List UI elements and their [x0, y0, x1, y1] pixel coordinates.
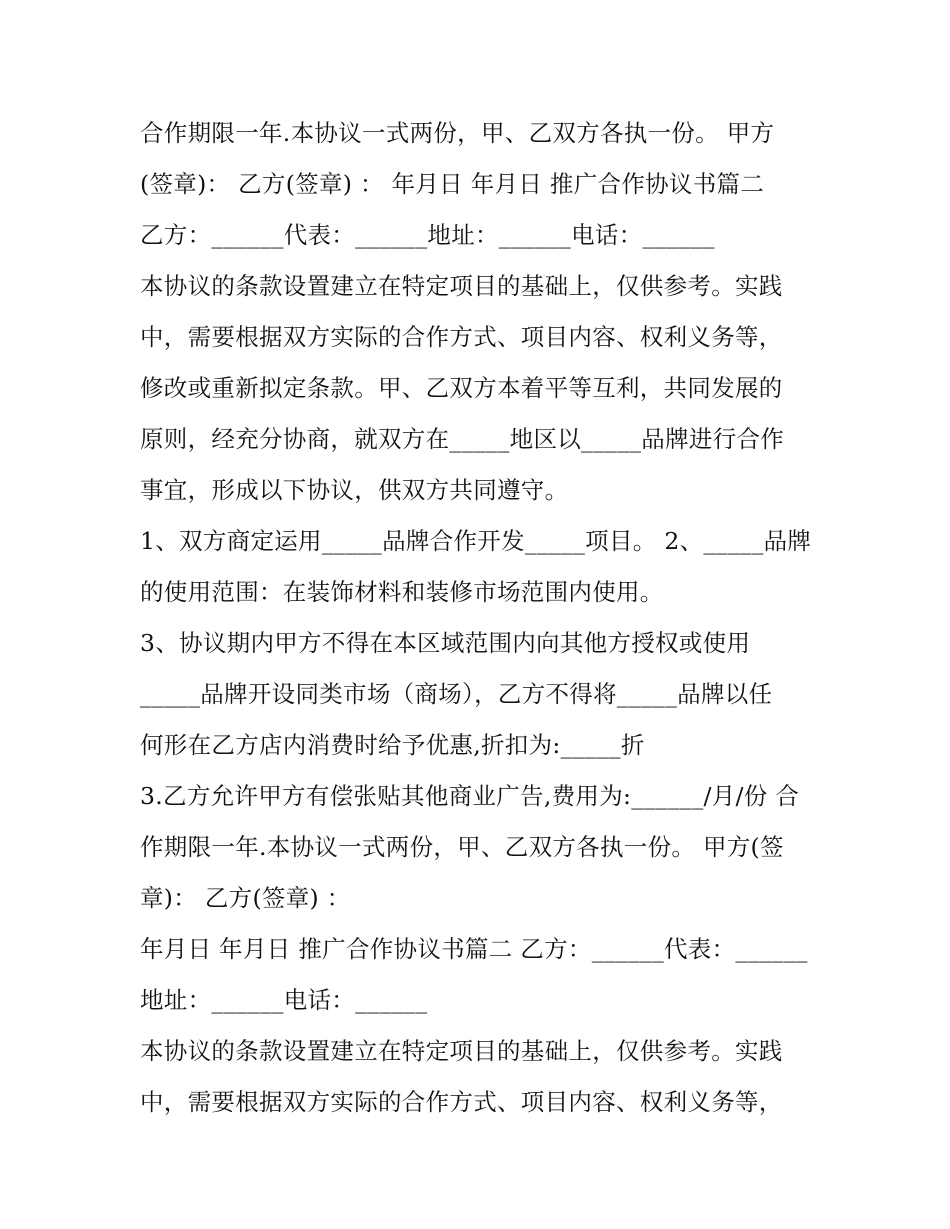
text-line: 章)： 乙方(签章) ： — [140, 884, 351, 912]
text-line: (签章)： 乙方(签章) ： 年月日 年月日 推广合作协议书篇二 — [140, 170, 765, 198]
text-line: 3、协议期内甲方不得在本区域范围内向其他方授权或使用 — [140, 629, 751, 657]
text-line: 作期限一年.本协议一式两份，甲、乙双方各执一份。 甲方(签 — [140, 833, 784, 861]
text-line: 年月日 年月日 推广合作协议书篇二 乙方：______代表：______ — [140, 935, 808, 963]
text-line: 本协议的条款设置建立在特定项目的基础上，仅供参考。实践 — [140, 272, 783, 300]
text-line: 何形在乙方店内消费时给予优惠,折扣为:_____折 — [140, 731, 645, 759]
document-body — [140, 108, 820, 1128]
text-line: 合作期限一年.本协议一式两份，甲、乙双方各执一份。 甲方 — [140, 119, 775, 147]
text-line: 中，需要根据双方实际的合作方式、项目内容、权利义务等， — [140, 323, 783, 351]
text-line: 事宜，形成以下协议，供双方共同遵守。 — [140, 476, 569, 504]
text-line: 中，需要根据双方实际的合作方式、项目内容、权利义务等， — [140, 1088, 783, 1116]
text-line: 的使用范围：在装饰材料和装修市场范围内使用。 — [140, 578, 664, 606]
text-line: 1、双方商定运用_____品牌合作开发_____项目。 2、_____品牌 — [140, 527, 812, 555]
text-line: 乙方：______代表：______地址：______电话：______ — [140, 221, 715, 249]
text-line: 3.乙方允许甲方有偿张贴其他商业广告,费用为:______/月/份 合 — [140, 782, 800, 810]
text-line: 原则，经充分协商，就双方在_____地区以_____品牌进行合作 — [140, 425, 785, 453]
text-line: 本协议的条款设置建立在特定项目的基础上，仅供参考。实践 — [140, 1037, 783, 1065]
text-line: 地址：______电话：______ — [140, 986, 428, 1014]
text-line: 修改或重新拟定条款。甲、乙双方本着平等互利，共同发展的 — [140, 374, 783, 402]
text-line: _____品牌开设同类市场（商场），乙方不得将_____品牌以任 — [140, 680, 773, 708]
